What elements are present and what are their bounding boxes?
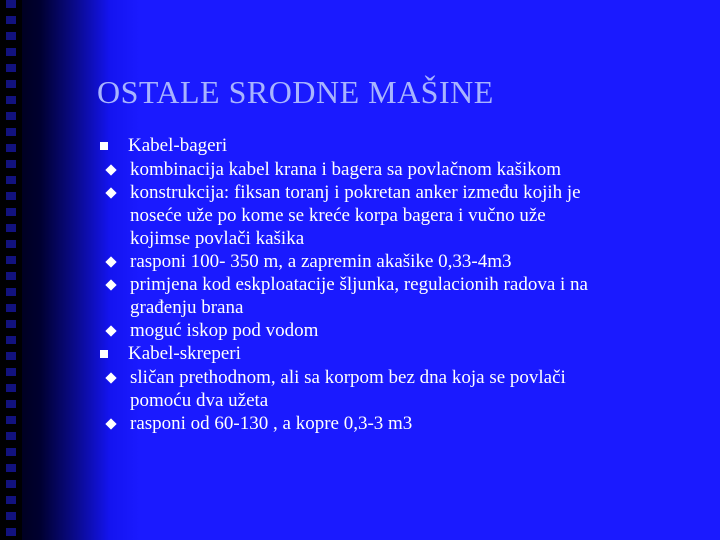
slide-title: OSTALE SRODNE MAŠINE	[97, 74, 494, 110]
sub-bullet-text: sličan prethodnom, ali sa korpom bez dna koja se povlači	[130, 367, 566, 388]
bullet-kabel-skreperi	[98, 342, 698, 366]
sub-bullet-text: rasponi od 60-130 , a kopre 0,3-3 m3	[130, 413, 413, 434]
sub-bullet-text: konstrukcija: fiksan toranj i pokretan anker između kojih je	[130, 182, 581, 203]
slide-content	[98, 134, 698, 435]
sub-bullet	[98, 250, 698, 273]
diamond-bullet-icon	[105, 187, 116, 198]
diamond-bullet-icon	[105, 256, 116, 267]
square-bullet-icon	[100, 350, 108, 358]
diamond-bullet-icon	[105, 279, 116, 290]
sub-bullet	[98, 412, 698, 435]
diamond-bullet-icon	[105, 325, 116, 336]
diamond-bullet-icon	[105, 372, 116, 383]
sub-bullet-text: kombinacija kabel krana i bagera sa povlačnom kašikom	[130, 159, 562, 180]
section-label: Kabel-bageri	[128, 135, 228, 156]
sub-bullet	[98, 158, 698, 181]
decorative-side-strip	[0, 0, 22, 540]
square-bullet-icon	[100, 142, 108, 150]
sub-bullet	[98, 319, 698, 342]
diamond-bullet-icon	[105, 164, 116, 175]
bullet-kabel-bageri	[98, 134, 698, 158]
sub-bullet-text: noseće uže po kome se kreće korpa bagera i vučno uže	[130, 205, 546, 226]
sub-bullet	[98, 273, 698, 319]
section-label: Kabel-skreperi	[128, 343, 241, 364]
sub-bullet	[98, 181, 698, 250]
sub-bullet-text: moguć iskop pod vodom	[130, 320, 319, 341]
sub-bullet-text: pomoću dva užeta	[130, 390, 269, 411]
sub-bullet-text: primjena kod eskploatacije šljunka, regulacionih radova i na	[130, 274, 588, 295]
sub-bullet-text: građenju brana	[130, 297, 244, 318]
diamond-bullet-icon	[105, 418, 116, 429]
sub-bullet-text: kojimse povlači kašika	[130, 228, 305, 249]
sub-bullet-text: rasponi 100- 350 m, a zapremin akašike 0,33-4m3	[130, 251, 512, 272]
sub-bullet	[98, 366, 698, 412]
